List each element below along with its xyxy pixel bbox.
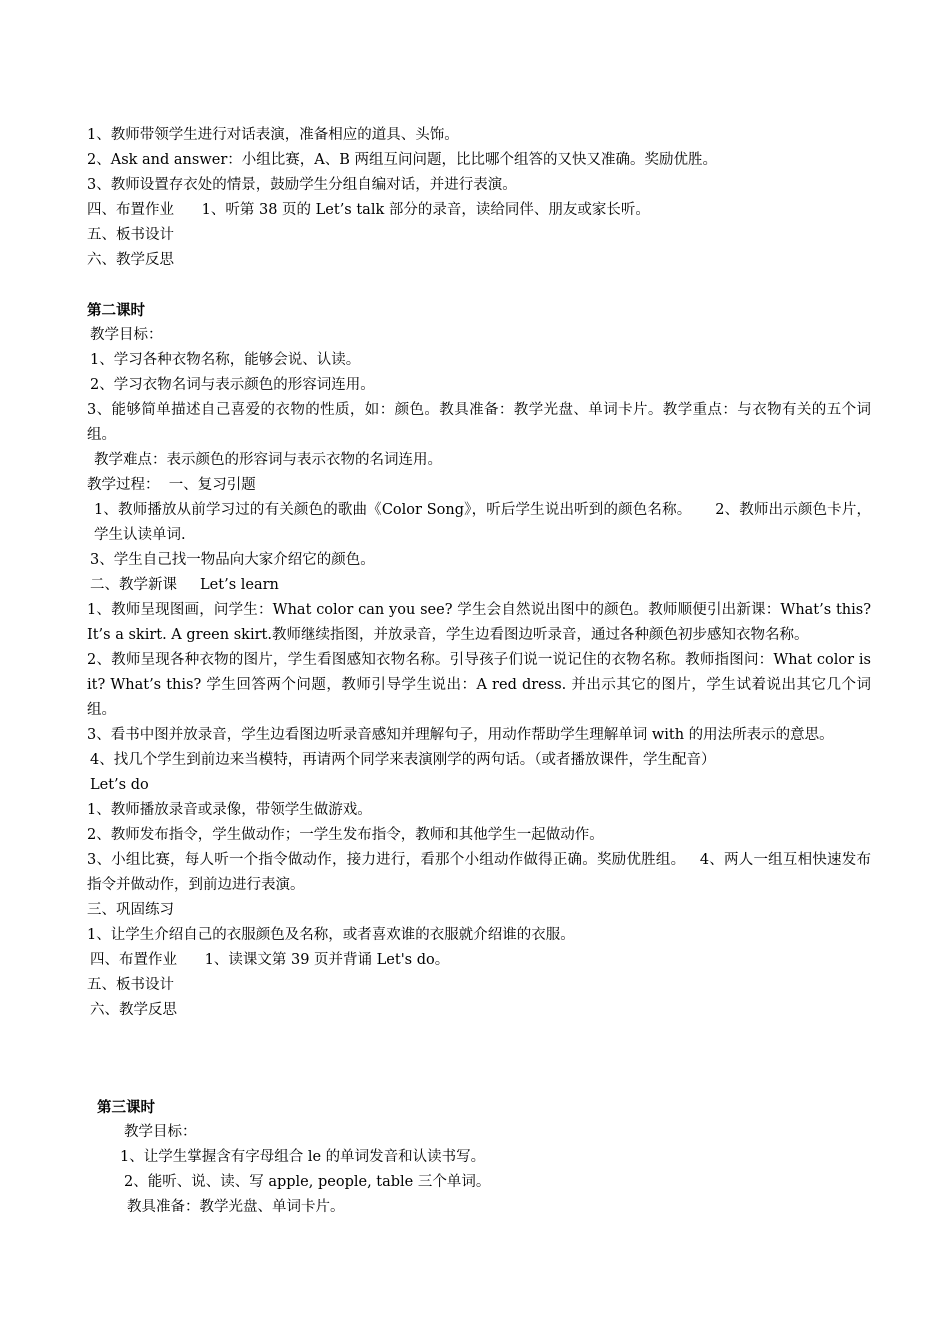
teaching-reflection-heading: 六、教学反思	[87, 252, 174, 268]
process-heading: 教学过程： 一、复习引题	[87, 477, 256, 493]
section-first-lesson-tail	[87, 123, 871, 273]
paragraph: 2、能听、说、读、写 apple, people, table 三个单词。	[124, 1174, 491, 1190]
homework-line: 四、布置作业 1、听第 38 页的 Let’s talk 部分的录音，读给同伴、朋友或家长听。	[87, 202, 650, 218]
paragraph: 1、教师播放录音或录像，带领学生做游戏。	[87, 802, 372, 818]
practice-heading: 三、巩固练习	[87, 902, 174, 918]
section-second-lesson	[87, 298, 871, 1023]
new-lesson-heading: 二、教学新课 Let’s learn	[90, 577, 279, 593]
paragraph: 1、学习各种衣物名称，能够会说、认读。	[90, 352, 361, 368]
lets-do-heading: Let’s do	[90, 777, 149, 793]
paragraph: 2、教师发布指令，学生做动作；一学生发布指令，教师和其他学生一起做动作。	[87, 827, 604, 843]
paragraph: 2、学习衣物名词与表示颜色的形容词连用。	[90, 377, 375, 393]
paragraph: 1、让学生掌握含有字母组合 le 的单词发音和认读书写。	[120, 1149, 486, 1165]
paragraph: 3、看书中图并放录音，学生边看图边听录音感知并理解句子，用动作帮助学生理解单词 with 的用法所表示的意思。	[87, 727, 834, 743]
paragraph: 3、学生自己找一物品向大家介绍它的颜色。	[90, 552, 375, 568]
paragraph: 2、教师呈现各种衣物的图片，学生看图感知衣物名称。引导孩子们说一说记住的衣物名称。教师指图问：What color is it? What’s this? 学生回答两个问题，教师引导学生说出：A red dress. 并出示其它的图片，学生试着说出其它几个词组。	[87, 652, 871, 718]
section-third-lesson	[87, 1095, 871, 1220]
objectives-heading: 教学目标：	[90, 327, 163, 343]
paragraph: 1、让学生介绍自己的衣服颜色及名称，或者喜欢谁的衣服就介绍谁的衣服。	[87, 927, 575, 943]
paragraph: 4、找几个学生到前边来当模特，再请两个同学来表演刚学的两句话。（或者播放课件，学生配音）	[90, 752, 716, 768]
paragraph: 1、教师播放从前学习过的有关颜色的歌曲《Color Song》，听后学生说出听到的颜色名称。 2、教师出示颜色卡片，学生认读单词.	[94, 502, 871, 543]
teaching-reflection-heading: 六、教学反思	[90, 1002, 177, 1018]
lesson-title: 第二课时	[87, 302, 145, 319]
paragraph: 1、教师呈现图画，问学生：What color can you see? 学生会自然说出图中的颜色。教师顺便引出新课：What’s this? It’s a skirt. A green skirt.教师继续指图，并放录音，学生边看图边听录音，通过各种颜色初步感知衣物名称。	[87, 602, 871, 643]
homework-line: 四、布置作业 1、读课文第 39 页并背诵 Let's do。	[90, 952, 450, 968]
paragraph: 3、能够简单描述自己喜爱的衣物的性质，如：颜色。教具准备：教学光盘、单词卡片。教学重点：与衣物有关的五个词组。	[87, 402, 871, 443]
paragraph: 教学难点：表示颜色的形容词与表示衣物的名词连用。	[94, 452, 442, 468]
paragraph: 3、教师设置存衣处的情景，鼓励学生分组自编对话，并进行表演。	[87, 177, 517, 193]
materials-line: 教具准备：教学光盘、单词卡片。	[127, 1199, 345, 1215]
board-design-heading: 五、板书设计	[87, 977, 174, 993]
board-design-heading: 五、板书设计	[87, 227, 174, 243]
paragraph: 2、Ask and answer：小组比赛，A、B 两组互问问题，比比哪个组答的又快又准确。奖励优胜。	[87, 152, 717, 168]
lesson-title: 第三课时	[97, 1099, 155, 1116]
paragraph: 1、教师带领学生进行对话表演，准备相应的道具、头饰。	[87, 127, 459, 143]
paragraph: 3、小组比赛，每人听一个指令做动作，接力进行，看那个小组动作做得正确。奖励优胜组。 4、两人一组互相快速发布指令并做动作，到前边进行表演。	[87, 852, 871, 893]
objectives-heading: 教学目标：	[124, 1124, 197, 1140]
